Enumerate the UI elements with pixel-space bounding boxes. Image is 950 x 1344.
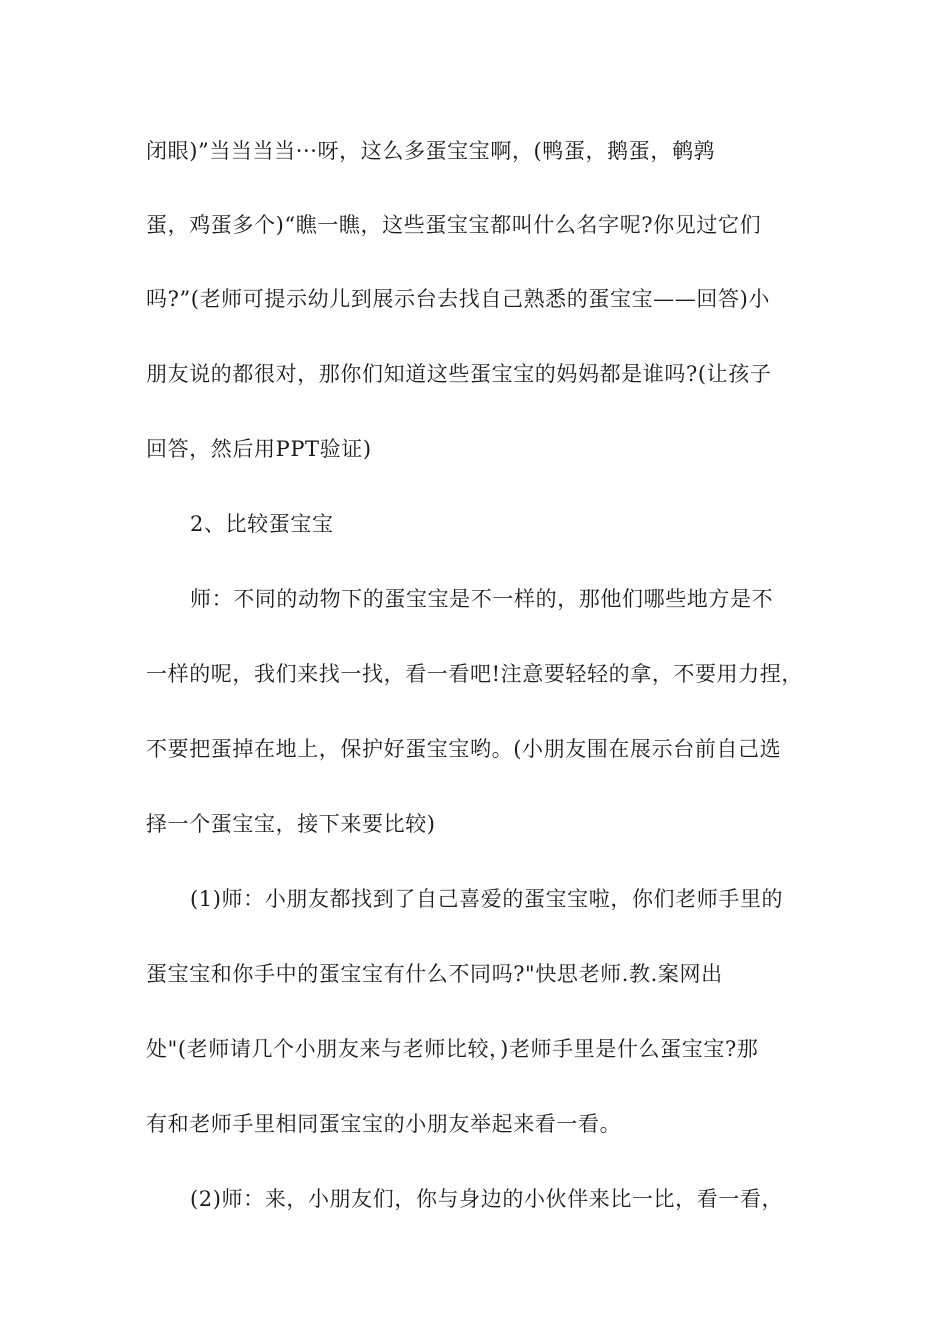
text-line: 择一个蛋宝宝，接下来要比较) bbox=[146, 812, 436, 836]
text-line: 闭眼)”当当当当···呀，这么多蛋宝宝啊，(鸭蛋，鹅蛋，鹌鹑 bbox=[146, 139, 716, 163]
text-line: 不要把蛋掉在地上，保护好蛋宝宝哟。(小朋友围在展示台前自己选 bbox=[146, 737, 782, 761]
text-line: 蛋，鸡蛋多个)“瞧一瞧，这些蛋宝宝都叫什么名字呢?你见过它们 bbox=[146, 213, 762, 237]
text-line: 蛋宝宝和你手中的蛋宝宝有什么不同吗?"快思老师.教.案网出 bbox=[146, 962, 723, 986]
section-heading: 2、比较蛋宝宝 bbox=[190, 512, 334, 536]
text-line: 处"(老师请几个小朋友来与老师比较，)老师手里是什么蛋宝宝?那 bbox=[146, 1037, 759, 1061]
text-line: (2)师：来，小朋友们，你与身边的小伙伴来比一比，看一看， bbox=[190, 1187, 784, 1211]
text-line: 有和老师手里相同蛋宝宝的小朋友举起来看一看。 bbox=[146, 1112, 622, 1136]
text-line: 师：不同的动物下的蛋宝宝是不一样的，那他们哪些地方是不 bbox=[190, 587, 774, 611]
text-line: (1)师：小朋友都找到了自己喜爱的蛋宝宝啦，你们老师手里的 bbox=[190, 887, 784, 911]
text-line: 一样的呢，我们来找一找，看一看吧!注意要轻轻的拿，不要用力捏， bbox=[146, 662, 804, 686]
text-line: 朋友说的都很对，那你们知道这些蛋宝宝的妈妈都是谁吗?(让孩子 bbox=[146, 362, 772, 386]
text-line: 吗?”(老师可提示幼儿到展示台去找自己熟悉的蛋宝宝——回答)小 bbox=[146, 287, 770, 311]
text-line: 回答，然后用PPT验证) bbox=[146, 437, 372, 461]
